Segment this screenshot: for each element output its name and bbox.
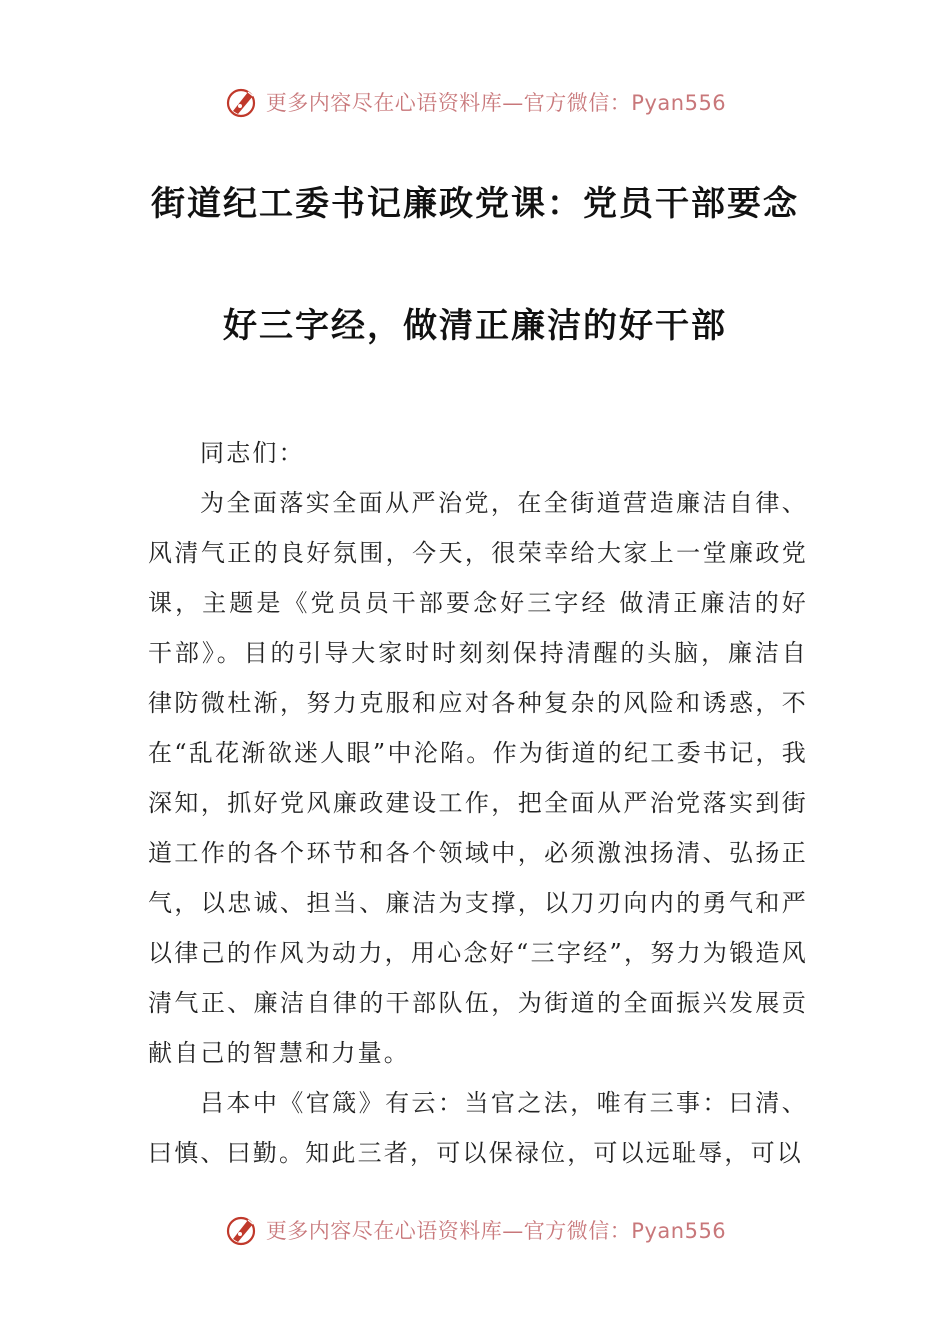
document-body: [148, 428, 808, 1178]
pen-nib-circle-icon: [224, 1212, 260, 1248]
footer-banner-text: 更多内容尽在心语资料库—官方微信：Pyan556: [265, 1219, 727, 1243]
salutation-paragraph: 同志们：: [200, 439, 305, 467]
pen-nib-circle-icon: [224, 84, 260, 120]
body-paragraph: 为全面落实全面从严治党，在全街道营造廉洁自律、风清气正的良好氛围，今天，很荣幸给大家上一堂廉政党课，主题是《党员员干部要念好三字经 做清正廉洁的好干部》。目的引导大家时时刻刻保持清醒的头脑，廉洁自律防微杜渐，努力克服和应对各种复杂的风险和诱惑，不在“乱花渐欲迷人眼”中沦陷。作为街道的纪工委书记，我深知，抓好党风廉政建设工作，把全面从严治党落实到街道工作的各个环节和各个领域中，必须激浊扬清、弘扬正气，以忠诚、担当、廉洁为支撑，以刀刃向内的勇气和严以律己的作风为动力，用心念好“三字经”，努力为锻造风清气正、廉洁自律的干部队伍，为街道的全面振兴发展贡献自己的智慧和力量。: [148, 489, 808, 1067]
header-banner-text: 更多内容尽在心语资料库—官方微信：Pyan556: [265, 91, 727, 115]
footer-watermark-banner: [0, 1208, 950, 1252]
body-paragraph: 吕本中《官箴》有云：当官之法，唯有三事：曰清、曰慎、曰勤。知此三者，可以保禄位，可以远耻辱，可以: [148, 1089, 808, 1167]
header-watermark-banner: [0, 80, 950, 124]
document-title-line-1: 街道纪工委书记廉政党课：党员干部要念: [151, 184, 799, 224]
document-title-line-2: 好三字经，做清正廉洁的好干部: [223, 306, 727, 346]
